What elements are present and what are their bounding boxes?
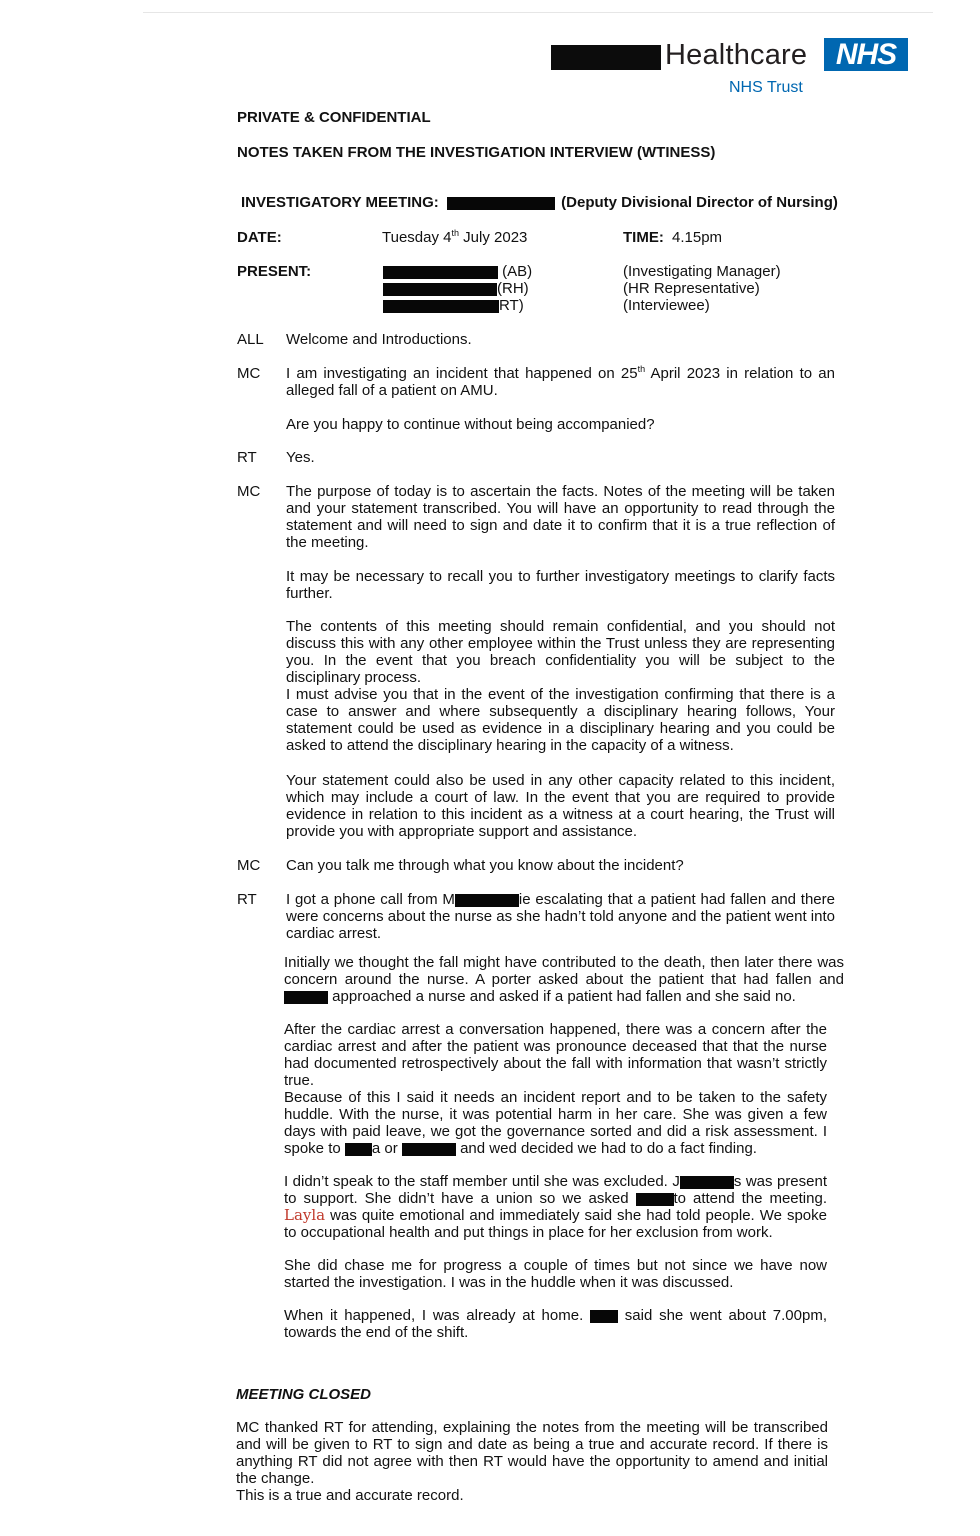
redacted-name <box>383 300 499 313</box>
redacted-trust-name <box>551 45 661 70</box>
true-record-statement: This is a true and accurate record. <box>236 1487 464 1504</box>
redacted-name <box>455 894 519 907</box>
speaker-label: ALL <box>237 331 264 348</box>
page-top-border <box>143 12 933 13</box>
statement: The contents of this meeting should remain confidential, and you should not discuss this with any other employee within the Trust unless they are representing you. In the event that you breach confidentiality you will be subject to the disciplinary process. <box>286 618 835 686</box>
redacted-name <box>345 1143 372 1156</box>
redacted-name <box>590 1310 618 1323</box>
present-role: (Investigating Manager) <box>623 263 781 280</box>
statement: Are you happy to continue without being accompanied? <box>286 416 655 433</box>
date-value: Tuesday 4th July 2023 <box>382 228 528 246</box>
meeting-closed-heading: MEETING CLOSED <box>236 1386 372 1403</box>
statement: Welcome and Introductions. <box>286 331 472 348</box>
statement: The purpose of today is to ascertain the facts. Notes of the meeting will be taken and your statement transcribed. You will have an opportunity to read through the statement and will need to sign and date it to confirm that it is a true reflection of the meeting. <box>286 483 835 551</box>
notes-title: NOTES TAKEN FROM THE INVESTIGATION INTERVIEW (WTINESS) <box>237 144 716 161</box>
statement: Because of this I said it needs an incident report and to be taken to the safety huddle. With the nurse, it was potential harm in her care. She was given a few days with paid leave, we got the governance sorted and did a risk assessment. I spoke to a or and wed decided we had to do a fact finding. <box>284 1089 827 1157</box>
present-initials: RT) <box>499 297 524 314</box>
redacted-name <box>383 283 497 296</box>
statement: I must advise you that in the event of the investigation confirming that there is a case to answer and where subsequently a disciplinary hearing follows, Your statement could be used as evidence in a disciplinary hearing and you could be asked to attend the disciplinary hearing in the capacity of a witness. <box>286 686 835 754</box>
logo-org-name: Healthcare <box>665 39 808 71</box>
present-row-rh <box>383 280 529 297</box>
speaker-label: MC <box>237 483 261 500</box>
speaker-label: RT <box>237 891 257 908</box>
redacted-name <box>680 1176 734 1189</box>
time-value: 4.15pm <box>672 229 723 246</box>
nhs-trust-logo <box>551 38 911 100</box>
statement: I am investigating an incident that happened on 25th April 2023 in relation to an alleged fall of a patient on AMU. <box>286 364 835 399</box>
statement: She did chase me for progress a couple of times but not since we have now started the investigation. I was in the huddle when it was discussed. <box>284 1257 827 1291</box>
redacted-name <box>284 991 328 1004</box>
present-row-rt <box>383 297 524 314</box>
present-role: (HR Representative) <box>623 280 760 297</box>
meeting-label: INVESTIGATORY MEETING: <box>241 194 439 211</box>
present-label: PRESENT: <box>237 263 312 280</box>
statement: After the cardiac arrest a conversation happened, there was a concern after the cardiac arrest and after the patient was pronounce deceased that that the nurse had documented retrospectively about the fall with information that wasn’t strictly true. <box>284 1021 827 1089</box>
statement: Your statement could also be used in any other capacity related to this incident, which may include a court of law. In the event that you are required to provide evidence in relation to this incident as a witness at a court hearing, the Trust will provide you with appropriate support and assistance. <box>286 772 835 840</box>
redacted-name <box>447 197 555 210</box>
present-initials: (RH) <box>497 280 529 297</box>
speaker-label: RT <box>237 449 257 466</box>
logo-trust-name: NHS Trust <box>729 79 803 96</box>
statement: I got a phone call from M ie escalating that a patient had fallen and there were concerns about the nurse as she hadn’t told anyone and the patient went into cardiac arrest. <box>286 891 835 942</box>
speaker-label: MC <box>237 857 261 874</box>
confidential-heading: PRIVATE & CONFIDENTIAL <box>237 109 431 126</box>
redacted-name <box>383 266 498 279</box>
present-initials: (AB) <box>502 263 533 280</box>
statement: Initially we thought the fall might have contributed to the death, then later there was concern around the nurse. A porter asked about the patient that had fallen and approached a nurse and asked if a patient had fallen and she said no. <box>284 954 844 1005</box>
present-role: (Interviewee) <box>623 297 710 314</box>
handwritten-name: Layla <box>284 1206 326 1224</box>
meeting-line <box>241 194 838 211</box>
statement: When it happened, I was already at home. said she went about 7.00pm, towards the end of the shift. <box>284 1307 827 1341</box>
date-label: DATE: <box>237 229 282 246</box>
present-row-ab <box>383 263 532 280</box>
redacted-name <box>402 1143 456 1156</box>
statement: I didn’t speak to the staff member until she was excluded. J s was present to support. She didn’t have a union so we asked to attend the meeting. Layla was quite emotional and immediately said she had told people. We spoke to occupational health and put things in place for her exclusion from work. <box>284 1173 828 1241</box>
redacted-name <box>636 1193 674 1206</box>
speaker-label: MC <box>237 365 261 382</box>
statement: It may be necessary to recall you to further investigatory meetings to clarify facts further. <box>286 568 835 602</box>
statement: Can you talk me through what you know about the incident? <box>286 857 684 874</box>
statement: Yes. <box>286 449 315 466</box>
nhs-logo-icon: NHS <box>824 38 908 71</box>
closing-paragraph: MC thanked RT for attending, explaining the notes from the meeting will be transcribed and will be given to RT to sign and date as being a true and accurate record. If there is anything RT did not agree with then RT would have the opportunity to amend and initial the change. <box>236 1419 828 1487</box>
meeting-role: (Deputy Divisional Director of Nursing) <box>561 194 838 211</box>
time-label: TIME: <box>623 229 664 246</box>
